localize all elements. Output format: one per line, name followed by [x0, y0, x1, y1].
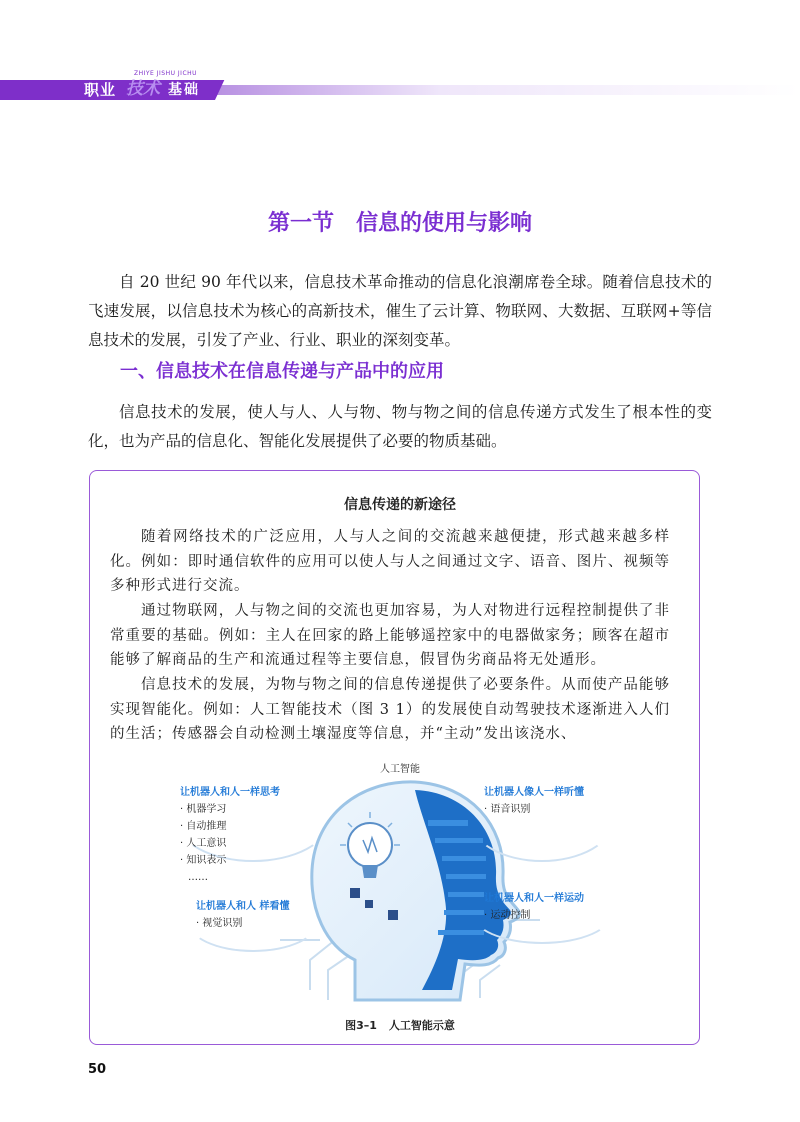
figure-label-title: 让机器人和人 样看懂: [196, 901, 290, 912]
figure-label-item: · 自动推理: [180, 821, 227, 832]
figure-label-item: · 知识表示: [180, 855, 227, 866]
info-box-title: 信息传递的新途径: [344, 497, 456, 513]
info-box-paragraph-1: 随着网络技术的广泛应用，人与人之间的交流越来越便捷，形式越来越多样化。例如：即时通信软件的应用可以使人与人之间通过文字、语音、图片、视频等多种形式进行交流。: [110, 529, 670, 594]
header-gradient-band: [200, 85, 800, 95]
figure-caption: [0, 1017, 800, 1033]
header-word-jichu: 基础: [168, 82, 200, 98]
header-word-zhiye: 职业: [84, 81, 117, 99]
figure-label-think: [180, 784, 280, 886]
figure-caption-text: 人工智能示意: [388, 1019, 455, 1032]
subsection-heading: 一、信息技术在信息传递与产品中的应用: [120, 361, 444, 382]
figure-top-label: 人工智能: [380, 764, 420, 775]
figure-label-title: 让机器人和人一样思考: [180, 787, 280, 798]
figure-label-title: 让机器人像人一样听懂: [484, 787, 584, 798]
figure-label-move: [484, 890, 584, 924]
figure-label-hear: [484, 784, 584, 818]
figure-label-item: · 人工意识: [180, 838, 227, 849]
figure-label-item: · 机器学习: [180, 804, 227, 815]
intro-paragraph: 自 20 世纪 90 年代以来，信息技术革命推动的信息化浪潮席卷全球。随着信息技术的飞速发展，以信息技术为核心的高新技术，催生了云计算、物联网、大数据、互联网+等信息技术的发展，引发了产业、行业、职业的深刻变革。: [88, 273, 712, 349]
figure-label-see: [196, 898, 289, 932]
figure-label-item: ……: [188, 872, 208, 883]
info-box-paragraph-3: 信息技术的发展，为物与物之间的信息传递提供了必要条件。从而使产品能够实现智能化。例如：人工智能技术（图 3 1）的发展使自动驾驶技术逐渐进入人们的生活；传感器会自动检测土壤湿度等信息，并“主动”发出该浇水、: [110, 677, 670, 742]
figure-label-item: · 视觉识别: [196, 918, 243, 929]
figure-number: 图3–1: [345, 1019, 377, 1032]
section-title: 第一节 信息的使用与影响: [267, 211, 532, 236]
paragraph-2: 信息技术的发展，使人与人、人与物、物与物之间的信息传递方式发生了根本性的变化，也为产品的信息化、智能化发展提供了必要的物质基础。: [88, 403, 712, 450]
page-number: 50: [88, 1062, 107, 1077]
header-word-jishu: 技术: [126, 79, 160, 99]
figure-label-item: · 语音识别: [484, 804, 531, 815]
header-pinyin: ZHIYE JISHU JICHU: [134, 70, 198, 77]
info-box-paragraph-2: 通过物联网，人与物之间的交流也更加容易，为人对物进行远程控制提供了非常重要的基础。例如：主人在回家的路上能够遥控家中的电器做家务；顾客在超市能够了解商品的生产和流通过程等主要信息，假冒伪劣商品将无处遁形。: [110, 603, 670, 668]
figure-label-title: 让机器人和人一样运动: [484, 893, 584, 904]
figure-label-item: · 运动控制: [484, 910, 531, 921]
